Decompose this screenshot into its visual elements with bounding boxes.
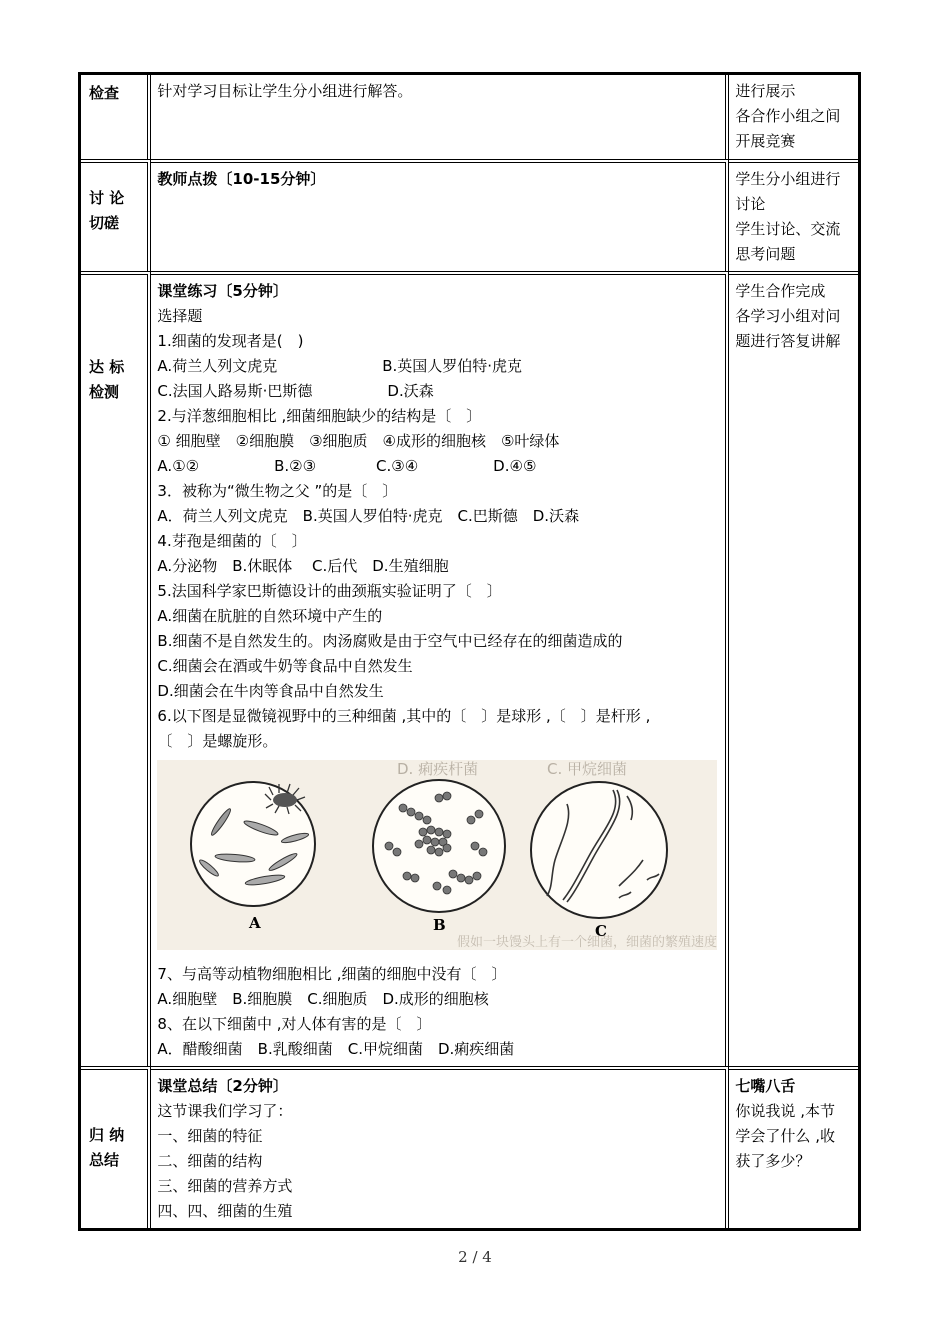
question-line: 5.法国科学家巴斯德设计的曲颈瓶实验证明了〔 〕 (157, 582, 502, 600)
row-summary (81, 1066, 858, 1228)
question-line: 7、与高等动植物细胞相比 ,细菌的细胞中没有〔 〕 (157, 965, 507, 983)
question-line: 4.芽孢是细菌的〔 〕 (157, 532, 307, 550)
side-line: 各合作小组之间 (735, 107, 841, 125)
row-main-discussion (151, 159, 729, 271)
row-label-check (81, 75, 151, 159)
question-line: C.细菌会在酒或牛奶等食品中自然发生 (157, 657, 413, 675)
figure-bg-text: C. 甲烷细菌 (547, 760, 628, 778)
figure-label: A (249, 914, 262, 932)
label-line: 切磋 (89, 214, 120, 232)
text-line: 针对学习目标让学生分小组进行解答。 (157, 82, 413, 100)
side-line: 你说我说 ,本节 (735, 1102, 835, 1120)
label-line: 达 标 (89, 358, 125, 376)
row-discussion (81, 159, 858, 271)
side-title: 七嘴八舌 (735, 1077, 796, 1095)
summary-line: 三、细菌的营养方式 (157, 1177, 293, 1195)
page-number: 2 / 4 (458, 1248, 492, 1266)
row-main-check (151, 75, 729, 159)
section-title: 教师点拨〔10-15分钟〕 (157, 170, 326, 188)
question-line: A.细菌在肮脏的自然环境中产生的 (157, 607, 383, 625)
side-line: 讨论 (735, 195, 766, 213)
question-line: A．荷兰人列文虎克 B.英国人罗伯特·虎克 C.巴斯德 D.沃森 (157, 507, 580, 525)
row-assessment (81, 271, 858, 1066)
row-label-text (89, 281, 143, 405)
section-title: 课堂练习〔5分钟〕 (157, 282, 288, 300)
question-line: A.荷兰人列文虎克 B.英国人罗伯特·虎克 (157, 357, 523, 375)
side-line: 题进行答复讲解 (735, 332, 841, 350)
row-side-check (729, 75, 858, 159)
row-side-summary (729, 1066, 858, 1228)
side-line: 获了多少？ (735, 1152, 811, 1170)
row-check (81, 75, 858, 159)
summary-line: 二、细菌的结构 (157, 1152, 263, 1170)
question-line: A.细胞壁 B.细胞膜 C.细胞质 D.成形的细胞核 (157, 990, 489, 1008)
question-line: D.细菌会在牛肉等食品中自然发生 (157, 682, 384, 700)
row-side-assessment (729, 271, 858, 1066)
figure-bg-text: 假如一块馒头上有一个细菌，细菌的繁殖速度按每 (457, 935, 718, 950)
row-label-assessment (81, 271, 151, 1066)
row-side-discussion (729, 159, 858, 271)
label-line: 检测 (89, 383, 120, 401)
row-main-summary (151, 1066, 729, 1228)
row-label-text (89, 1076, 143, 1173)
label-line: 总结 (89, 1151, 120, 1169)
question-line: 选择题 (157, 307, 203, 325)
question-lines (157, 962, 717, 1062)
row-label-summary (81, 1066, 151, 1228)
question-line: 6.以下图是显微镜视野中的三种细菌 ,其中的〔 〕是球形 ,〔 〕是杆形 , (157, 707, 651, 725)
question-line: B.细菌不是自然发生的。肉汤腐败是由于空气中已经存在的细菌造成的 (157, 632, 623, 650)
question-line: C.法国人路易斯·巴斯德 D.沃森 (157, 382, 434, 400)
question-line: 3．被称为“微生物之父 ”的是〔 〕 (157, 482, 398, 500)
question-lines (157, 304, 717, 754)
document-page (78, 72, 861, 1231)
summary-line: 这节课我们学习了： (157, 1102, 293, 1120)
side-line: 进行展示 (735, 82, 796, 100)
question-line: 〔 〕是螺旋形。 (157, 732, 278, 750)
row-label-discussion (81, 159, 151, 271)
side-line: 思考问题 (735, 245, 796, 263)
row-main-assessment (151, 271, 729, 1066)
question-line: 2.与洋葱细胞相比 ,细菌细胞缺少的结构是〔 〕 (157, 407, 482, 425)
label-line: 归 纳 (89, 1126, 125, 1144)
side-line: 各学习小组对问 (735, 307, 841, 325)
question-line: A．醋酸细菌 B.乳酸细菌 C.甲烷细菌 D.痢疾细菌 (157, 1040, 515, 1058)
side-line: 开展竞赛 (735, 132, 796, 150)
side-line: 学生合作完成 (735, 282, 826, 300)
summary-line: 一、细菌的特征 (157, 1127, 263, 1145)
label-line: 讨 论 (89, 189, 125, 207)
figure-label: C (595, 922, 608, 940)
side-line: 学生讨论、交流 (735, 220, 841, 238)
section-title: 课堂总结〔2分钟〕 (157, 1077, 288, 1095)
side-line: 学会了什么 ,收 (735, 1127, 835, 1145)
lesson-plan-table (78, 72, 861, 1231)
question-line: ① 细胞壁 ②细胞膜 ③细胞质 ④成形的细胞核 ⑤叶绿体 (157, 432, 560, 450)
side-line: 学生分小组进行 (735, 170, 841, 188)
figure-bg-text: D. 痢疾杆菌 (397, 760, 479, 778)
question-line: A.分泌物 B.休眠体 C.后代 D.生殖细胞 (157, 557, 449, 575)
summary-line: 四、四、细菌的生殖 (157, 1202, 293, 1220)
row-label-text (89, 169, 143, 236)
row-label-text: 检查 (89, 84, 120, 102)
bacteria-microscope-figure (157, 760, 717, 950)
figure-label: B (433, 916, 447, 934)
question-line: 1.细菌的发现者是( ) (157, 332, 304, 350)
question-line: A.①② B.②③ C.③④ D.④⑤ (157, 457, 537, 475)
question-line: 8、在以下细菌中 ,对人体有害的是〔 〕 (157, 1015, 432, 1033)
